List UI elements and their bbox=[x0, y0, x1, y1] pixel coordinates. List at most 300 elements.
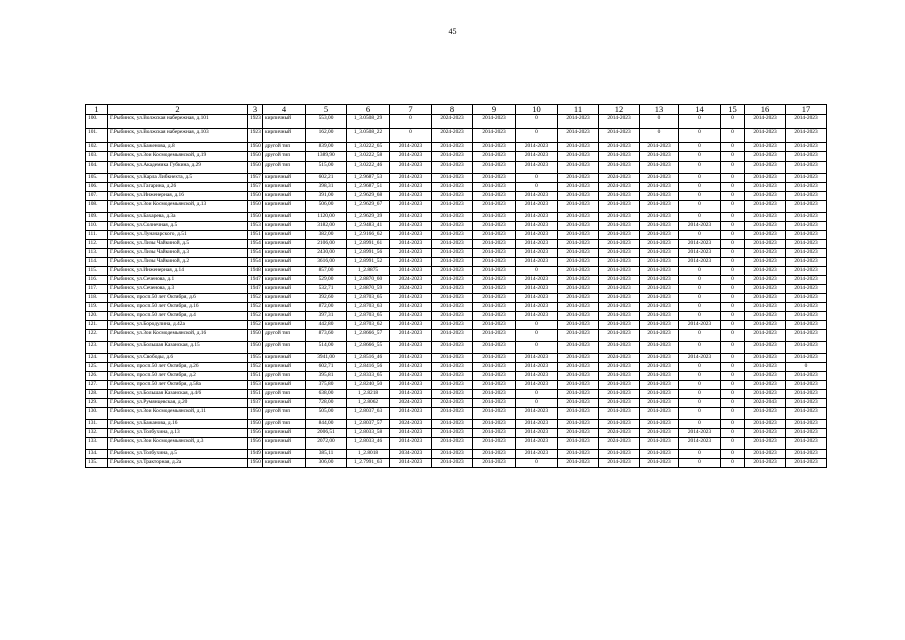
col-12-cell: 2014-2023 bbox=[599, 372, 640, 381]
table-row bbox=[86, 303, 827, 312]
col-15-cell: 0 bbox=[721, 420, 745, 429]
col-11-cell: 2014-2023 bbox=[558, 363, 599, 372]
table-row bbox=[86, 408, 827, 420]
area-cell: 529,00 bbox=[306, 276, 347, 285]
table-row bbox=[86, 162, 827, 174]
col-7-cell: 2014-2023 bbox=[390, 408, 432, 420]
year-built-cell: 1956 bbox=[248, 429, 263, 438]
row-number-cell: 135. bbox=[86, 459, 108, 468]
col-7-cell: 2014-2023 bbox=[390, 222, 432, 231]
col-11-cell: 2014-2023 bbox=[558, 450, 599, 459]
year-built-cell: 1952 bbox=[248, 363, 263, 372]
col-13-cell: 2014-2023 bbox=[640, 162, 679, 174]
col-8-cell: 2024-2023 bbox=[432, 115, 473, 129]
col-12-cell: 2014-2023 bbox=[599, 321, 640, 330]
col-15-cell: 0 bbox=[721, 222, 745, 231]
wall-material-cell: другой тип bbox=[263, 143, 306, 152]
col-11-cell: 2014-2023 bbox=[558, 267, 599, 276]
col-12-cell: 2014-2023 bbox=[599, 399, 640, 408]
wall-material-cell: кирпичный bbox=[263, 438, 306, 450]
col-12-cell: 2014-2023 bbox=[599, 330, 640, 342]
row-number-cell: 121. bbox=[86, 321, 108, 330]
col-7-cell: 2014-2023 bbox=[390, 303, 432, 312]
col-13-cell: 2014-2023 bbox=[640, 258, 679, 267]
col-12-cell: 2014-2023 bbox=[599, 249, 640, 258]
col-8-cell: 2014-2023 bbox=[432, 258, 473, 267]
wall-material-cell: кирпичный bbox=[263, 429, 306, 438]
col-10-cell: 2014-2023 bbox=[516, 312, 558, 321]
row-number-cell: 128. bbox=[86, 390, 108, 399]
col-10-cell: 2014-2023 bbox=[516, 294, 558, 303]
area-cell: 839,00 bbox=[306, 143, 347, 152]
col-12-cell: 2024-2023 bbox=[599, 438, 640, 450]
cadastral-code-cell: 1_2.9687_51 bbox=[347, 183, 390, 192]
area-cell: 728,00 bbox=[306, 399, 347, 408]
cadastral-code-cell: 1_2.8703_65 bbox=[347, 312, 390, 321]
col-8-cell: 2014-2023 bbox=[432, 240, 473, 249]
col-14-cell: 0 bbox=[679, 183, 721, 192]
col-11-cell: 2014-2023 bbox=[558, 390, 599, 399]
table-row bbox=[86, 381, 827, 390]
address-cell: Г.Рыбинск, ул.Лизы Чайкиной, д.2 bbox=[108, 258, 248, 267]
col-8-cell: 2014-2023 bbox=[432, 354, 473, 363]
header-cell: 14 bbox=[679, 105, 721, 115]
row-number-cell: 134. bbox=[86, 450, 108, 459]
page-number: 45 bbox=[448, 27, 457, 36]
address-cell: Г.Рыбинск, ул.Луначарского, д.51 bbox=[108, 231, 248, 240]
col-16-cell: 2014-2023 bbox=[745, 231, 786, 240]
col-11-cell: 2014-2023 bbox=[558, 143, 599, 152]
col-14-cell: 0 bbox=[679, 312, 721, 321]
col-13-cell: 2014-2023 bbox=[640, 183, 679, 192]
col-12-cell: 2024-2023 bbox=[599, 174, 640, 183]
col-11-cell: 2014-2023 bbox=[558, 399, 599, 408]
col-9-cell: 2014-2023 bbox=[473, 363, 516, 372]
cadastral-code-cell: 1_2.9629_39 bbox=[347, 213, 390, 222]
col-14-cell: 0 bbox=[679, 285, 721, 294]
area-cell: 2072,00 bbox=[306, 438, 347, 450]
col-7-cell: 2014-2023 bbox=[390, 249, 432, 258]
col-15-cell: 0 bbox=[721, 231, 745, 240]
col-11-cell: 2014-2023 bbox=[558, 249, 599, 258]
col-9-cell: 2014-2023 bbox=[473, 143, 516, 152]
col-13-cell: 2014-2023 bbox=[640, 429, 679, 438]
col-13-cell: 2014-2023 bbox=[640, 231, 679, 240]
col-14-cell: 0 bbox=[679, 129, 721, 143]
col-17-cell: 2014-2023 bbox=[786, 213, 827, 222]
col-14-cell: 0 bbox=[679, 192, 721, 201]
col-8-cell: 2014-2023 bbox=[432, 213, 473, 222]
col-15-cell: 0 bbox=[721, 399, 745, 408]
cadastral-code-cell: 1_2.8703_65 bbox=[347, 294, 390, 303]
year-built-cell: 1957 bbox=[248, 174, 263, 183]
address-cell: Г.Рыбинск, ул.Лизы Чайкиной, д.5 bbox=[108, 240, 248, 249]
col-8-cell: 2014-2023 bbox=[432, 420, 473, 429]
area-cell: 1389,90 bbox=[306, 152, 347, 162]
header-cell: 7 bbox=[390, 105, 432, 115]
col-11-cell: 2014-2023 bbox=[558, 321, 599, 330]
col-15-cell: 0 bbox=[721, 174, 745, 183]
row-number-cell: 117. bbox=[86, 285, 108, 294]
col-13-cell: 2014-2023 bbox=[640, 450, 679, 459]
area-cell: 162,00 bbox=[306, 129, 347, 143]
col-13-cell: 2014-2023 bbox=[640, 192, 679, 201]
address-cell: Г.Рыбинск, ул.Инженерная, д.16 bbox=[108, 192, 248, 201]
header-cell: 15 bbox=[721, 105, 745, 115]
header-cell: 17 bbox=[786, 105, 827, 115]
col-14-cell: 0 bbox=[679, 152, 721, 162]
header-cell: 6 bbox=[347, 105, 390, 115]
area-cell: 2106,00 bbox=[306, 240, 347, 249]
col-11-cell: 2014-2023 bbox=[558, 183, 599, 192]
col-7-cell: 2014-2023 bbox=[390, 267, 432, 276]
col-13-cell: 2014-2023 bbox=[640, 381, 679, 390]
address-cell: Г.Рыбинск, ул.Баженова, д.8 bbox=[108, 143, 248, 152]
area-cell: 505,00 bbox=[306, 408, 347, 420]
col-9-cell: 2014-2023 bbox=[473, 162, 516, 174]
table-row bbox=[86, 249, 827, 258]
col-7-cell: 2014-2023 bbox=[390, 231, 432, 240]
address-cell: Г.Рыбинск, ул.Академика Губкина, д.29 bbox=[108, 162, 248, 174]
col-16-cell: 2014-2023 bbox=[745, 303, 786, 312]
col-8-cell: 2014-2023 bbox=[432, 192, 473, 201]
wall-material-cell: другой тип bbox=[263, 342, 306, 354]
col-8-cell: 2014-2023 bbox=[432, 459, 473, 468]
col-12-cell: 2014-2023 bbox=[599, 192, 640, 201]
col-9-cell: 2014-2023 bbox=[473, 372, 516, 381]
area-cell: 532,71 bbox=[306, 285, 347, 294]
col-10-cell: 2014-2023 bbox=[516, 429, 558, 438]
col-11-cell: 2014-2023 bbox=[558, 294, 599, 303]
col-9-cell: 2014-2023 bbox=[473, 222, 516, 231]
col-14-cell: 0 bbox=[679, 162, 721, 174]
col-9-cell: 2014-2023 bbox=[473, 201, 516, 213]
row-number-cell: 125. bbox=[86, 363, 108, 372]
cadastral-code-cell: 1_2.8062 bbox=[347, 399, 390, 408]
year-built-cell: 1950 bbox=[248, 342, 263, 354]
table-row bbox=[86, 354, 827, 363]
col-9-cell: 2014-2023 bbox=[473, 285, 516, 294]
col-9-cell: 2014-2023 bbox=[473, 420, 516, 429]
col-10-cell: 2014-2023 bbox=[516, 192, 558, 201]
col-9-cell: 2014-2023 bbox=[473, 429, 516, 438]
col-13-cell: 2014-2023 bbox=[640, 390, 679, 399]
col-11-cell: 2014-2023 bbox=[558, 152, 599, 162]
col-13-cell: 2014-2023 bbox=[640, 294, 679, 303]
col-10-cell: 2014-2023 bbox=[516, 420, 558, 429]
year-built-cell: 1947 bbox=[248, 276, 263, 285]
row-number-cell: 123. bbox=[86, 342, 108, 354]
col-7-cell: 2014-2023 bbox=[390, 330, 432, 342]
cadastral-code-cell: 1_2.8037_57 bbox=[347, 420, 390, 429]
col-15-cell: 0 bbox=[721, 354, 745, 363]
col-15-cell: 0 bbox=[721, 390, 745, 399]
col-7-cell: 2014-2023 bbox=[390, 354, 432, 363]
year-built-cell: 1951 bbox=[248, 390, 263, 399]
col-11-cell: 2014-2023 bbox=[558, 129, 599, 143]
col-13-cell: 2014-2023 bbox=[640, 363, 679, 372]
header-cell: 8 bbox=[432, 105, 473, 115]
cadastral-code-cell: 1_2.9629_68 bbox=[347, 192, 390, 201]
col-15-cell: 0 bbox=[721, 213, 745, 222]
col-9-cell: 2014-2023 bbox=[473, 408, 516, 420]
address-cell: Г.Рыбинск, ул.Тракторная, д.2а bbox=[108, 459, 248, 468]
wall-material-cell: другой тип bbox=[263, 162, 306, 174]
col-8-cell: 2014-2023 bbox=[432, 303, 473, 312]
area-cell: 857,00 bbox=[306, 267, 347, 276]
col-8-cell: 2014-2023 bbox=[432, 267, 473, 276]
col-14-cell: 0 bbox=[679, 267, 721, 276]
col-16-cell: 2014-2023 bbox=[745, 267, 786, 276]
col-15-cell: 0 bbox=[721, 152, 745, 162]
col-16-cell: 2014-2023 bbox=[745, 174, 786, 183]
address-cell: Г.Рыбинск, ул.Толбухина, д.5 bbox=[108, 450, 248, 459]
col-14-cell: 2014-2023 bbox=[679, 438, 721, 450]
cadastral-code-cell: 1_3.0222_65 bbox=[347, 143, 390, 152]
col-13-cell: 2014-2023 bbox=[640, 459, 679, 468]
col-7-cell: 2034-2023 bbox=[390, 450, 432, 459]
table-row bbox=[86, 276, 827, 285]
col-17-cell: 2014-2023 bbox=[786, 285, 827, 294]
col-11-cell: 2014-2023 bbox=[558, 213, 599, 222]
wall-material-cell: другой тип bbox=[263, 408, 306, 420]
col-15-cell: 0 bbox=[721, 192, 745, 201]
col-12-cell: 2014-2023 bbox=[599, 285, 640, 294]
col-17-cell: 2014-2023 bbox=[786, 399, 827, 408]
year-built-cell: 1954 bbox=[248, 249, 263, 258]
col-7-cell: 2014-2023 bbox=[390, 438, 432, 450]
wall-material-cell: кирпичный bbox=[263, 240, 306, 249]
cadastral-code-cell: 1_2.9687_53 bbox=[347, 174, 390, 183]
col-10-cell: 0 bbox=[516, 390, 558, 399]
wall-material-cell: другой тип bbox=[263, 152, 306, 162]
wall-material-cell: кирпичный bbox=[263, 258, 306, 267]
address-cell: Г.Рыбинск, ул.Волжская набережная, д.101 bbox=[108, 115, 248, 129]
year-built-cell: 1949 bbox=[248, 450, 263, 459]
col-13-cell: 2014-2023 bbox=[640, 438, 679, 450]
col-16-cell: 2014-2023 bbox=[745, 192, 786, 201]
col-11-cell: 2014-2023 bbox=[558, 459, 599, 468]
col-12-cell: 2014-2023 bbox=[599, 267, 640, 276]
cadastral-code-cell: 1_2.9483_41 bbox=[347, 222, 390, 231]
col-16-cell: 2014-2023 bbox=[745, 285, 786, 294]
col-11-cell: 2014-2023 bbox=[558, 222, 599, 231]
area-cell: 382,00 bbox=[306, 231, 347, 240]
year-built-cell: 1947 bbox=[248, 285, 263, 294]
area-cell: 602,71 bbox=[306, 363, 347, 372]
table-row bbox=[86, 183, 827, 192]
col-12-cell: 2014-2023 bbox=[599, 240, 640, 249]
table-row bbox=[86, 438, 827, 450]
table-row bbox=[86, 294, 827, 303]
col-17-cell: 2014-2023 bbox=[786, 192, 827, 201]
col-16-cell: 2014-2023 bbox=[745, 408, 786, 420]
header-cell: 9 bbox=[473, 105, 516, 115]
col-14-cell: 2014-2023 bbox=[679, 240, 721, 249]
col-16-cell: 2014-2023 bbox=[745, 183, 786, 192]
col-16-cell: 2014-2023 bbox=[745, 276, 786, 285]
col-12-cell: 2014-2023 bbox=[599, 231, 640, 240]
col-11-cell: 2014-2023 bbox=[558, 429, 599, 438]
table-row bbox=[86, 429, 827, 438]
area-cell: 392,60 bbox=[306, 294, 347, 303]
col-14-cell: 2014-2023 bbox=[679, 249, 721, 258]
col-14-cell: 0 bbox=[679, 459, 721, 468]
col-15-cell: 0 bbox=[721, 372, 745, 381]
col-15-cell: 0 bbox=[721, 240, 745, 249]
col-9-cell: 2014-2023 bbox=[473, 152, 516, 162]
col-16-cell: 2014-2023 bbox=[745, 201, 786, 213]
cadastral-code-cell: 1_2.8870_60 bbox=[347, 276, 390, 285]
col-10-cell: 2014-2023 bbox=[516, 381, 558, 390]
cadastral-code-cell: 1_2.8991_56 bbox=[347, 249, 390, 258]
wall-material-cell: кирпичный bbox=[263, 174, 306, 183]
table-row bbox=[86, 312, 827, 321]
col-16-cell: 2024-2043 bbox=[745, 399, 786, 408]
col-15-cell: 0 bbox=[721, 381, 745, 390]
col-17-cell: 2014-2023 bbox=[786, 330, 827, 342]
col-10-cell: 0 bbox=[516, 459, 558, 468]
col-13-cell: 2014-2023 bbox=[640, 399, 679, 408]
cadastral-code-cell: 1_2.8218 bbox=[347, 390, 390, 399]
year-built-cell: 1950 bbox=[248, 420, 263, 429]
row-number-cell: 110. bbox=[86, 222, 108, 231]
wall-material-cell: кирпичный bbox=[263, 192, 306, 201]
col-10-cell: 0 bbox=[516, 129, 558, 143]
col-8-cell: 2024-2023 bbox=[432, 129, 473, 143]
col-16-cell: 2014-2023 bbox=[745, 258, 786, 267]
area-cell: 602,21 bbox=[306, 174, 347, 183]
wall-material-cell: другой тип bbox=[263, 330, 306, 342]
header-cell: 11 bbox=[558, 105, 599, 115]
table-row bbox=[86, 420, 827, 429]
col-12-cell: 2014-2023 bbox=[599, 294, 640, 303]
col-8-cell: 2014-2023 bbox=[432, 152, 473, 162]
col-14-cell: 0 bbox=[679, 115, 721, 129]
area-cell: 3941,00 bbox=[306, 354, 347, 363]
col-12-cell: 2024-2023 bbox=[599, 354, 640, 363]
area-cell: 385,11 bbox=[306, 450, 347, 459]
col-8-cell: 2014-2023 bbox=[432, 201, 473, 213]
col-13-cell: 2014-2023 bbox=[640, 267, 679, 276]
col-17-cell: 2014-2023 bbox=[786, 276, 827, 285]
cadastral-code-cell: 1_2.8703_63 bbox=[347, 303, 390, 312]
col-15-cell: 0 bbox=[721, 408, 745, 420]
year-built-cell: 1950 bbox=[248, 143, 263, 152]
col-17-cell: 2014-2023 bbox=[786, 342, 827, 354]
col-16-cell: 2014-2023 bbox=[745, 363, 786, 372]
col-17-cell: 2014-2023 bbox=[786, 162, 827, 174]
table-row bbox=[86, 143, 827, 152]
table-row bbox=[86, 459, 827, 468]
col-17-cell: 2014-2023 bbox=[786, 420, 827, 429]
col-14-cell: 0 bbox=[679, 372, 721, 381]
col-17-cell: 2014-2023 bbox=[786, 408, 827, 420]
col-8-cell: 2014-2023 bbox=[432, 174, 473, 183]
col-7-cell: 2014-2023 bbox=[390, 201, 432, 213]
col-9-cell: 2014-2023 bbox=[473, 321, 516, 330]
col-8-cell: 2014-2023 bbox=[432, 372, 473, 381]
year-built-cell: 1950 bbox=[248, 152, 263, 162]
col-9-cell: 2014-2023 bbox=[473, 459, 516, 468]
area-cell: 375,80 bbox=[306, 381, 347, 390]
col-12-cell: 2014-2023 bbox=[599, 201, 640, 213]
address-cell: Г.Рыбинск, просп.50 лет Октября, д.2 bbox=[108, 372, 248, 381]
year-built-cell: 1952 bbox=[248, 294, 263, 303]
col-15-cell: 0 bbox=[721, 143, 745, 152]
row-number-cell: 108. bbox=[86, 201, 108, 213]
row-number-cell: 118. bbox=[86, 294, 108, 303]
address-cell: Г.Рыбинск, ул.Зои Космодемьянской, д.19 bbox=[108, 152, 248, 162]
col-11-cell: 2014-2023 bbox=[558, 342, 599, 354]
col-15-cell: 0 bbox=[721, 363, 745, 372]
col-12-cell: 2014-2023 bbox=[599, 115, 640, 129]
col-10-cell: 2014-2023 bbox=[516, 303, 558, 312]
col-16-cell: 2014-2023 bbox=[745, 162, 786, 174]
col-15-cell: 0 bbox=[721, 330, 745, 342]
col-17-cell: 2014-2023 bbox=[786, 258, 827, 267]
col-17-cell: 2014-2023 bbox=[786, 390, 827, 399]
col-7-cell: 2014-2023 bbox=[390, 213, 432, 222]
col-14-cell: 0 bbox=[679, 174, 721, 183]
col-15-cell: 0 bbox=[721, 321, 745, 330]
col-17-cell: 2014-2023 bbox=[786, 152, 827, 162]
table-row bbox=[86, 399, 827, 408]
col-17-cell: 2014-2023 bbox=[786, 294, 827, 303]
col-10-cell: 2014-2023 bbox=[516, 258, 558, 267]
col-16-cell: 2014-2023 bbox=[745, 429, 786, 438]
year-built-cell: 1952 bbox=[248, 303, 263, 312]
col-13-cell: 2014-2023 bbox=[640, 222, 679, 231]
table-row bbox=[86, 231, 827, 240]
wall-material-cell: другой тип bbox=[263, 420, 306, 429]
col-11-cell: 2014-2023 bbox=[558, 420, 599, 429]
address-cell: Г.Рыбинск, ул.Бахарева, д.3а bbox=[108, 213, 248, 222]
area-cell: 873,60 bbox=[306, 330, 347, 342]
area-cell: 2006,51 bbox=[306, 429, 347, 438]
col-7-cell: 2014-2023 bbox=[390, 321, 432, 330]
col-11-cell: 2014-2023 bbox=[558, 240, 599, 249]
cadastral-code-cell: 1_2.9629_67 bbox=[347, 201, 390, 213]
cadastral-code-cell: 1_2.7991_63 bbox=[347, 459, 390, 468]
col-16-cell: 2014-2023 bbox=[745, 152, 786, 162]
col-14-cell: 0 bbox=[679, 231, 721, 240]
row-number-cell: 104. bbox=[86, 162, 108, 174]
col-12-cell: 2014-2023 bbox=[599, 420, 640, 429]
col-17-cell: 2014-2023 bbox=[786, 143, 827, 152]
col-12-cell: 2014-2023 bbox=[599, 363, 640, 372]
year-built-cell: 1952 bbox=[248, 321, 263, 330]
col-8-cell: 2014-2023 bbox=[432, 363, 473, 372]
col-13-cell: 2014-2023 bbox=[640, 303, 679, 312]
col-16-cell: 2014-2023 bbox=[745, 249, 786, 258]
col-9-cell: 2014-2023 bbox=[473, 330, 516, 342]
row-number-cell: 109. bbox=[86, 213, 108, 222]
col-16-cell: 2014-2023 bbox=[745, 354, 786, 363]
col-16-cell: 2014-2023 bbox=[745, 312, 786, 321]
row-number-cell: 111. bbox=[86, 231, 108, 240]
col-10-cell: 0 bbox=[516, 174, 558, 183]
address-cell: Г.Рыбинск, просп.50 лет Октября, д.26 bbox=[108, 363, 248, 372]
row-number-cell: 130. bbox=[86, 408, 108, 420]
col-13-cell: 0 bbox=[640, 115, 679, 129]
col-10-cell: 2014-2023 bbox=[516, 143, 558, 152]
row-number-cell: 131. bbox=[86, 420, 108, 429]
row-number-cell: 112. bbox=[86, 240, 108, 249]
col-10-cell: 2014-2023 bbox=[516, 285, 558, 294]
col-12-cell: 2024-2023 bbox=[599, 183, 640, 192]
address-cell: Г.Рыбинск, ул.Зои Космодемьянской, д.3 bbox=[108, 438, 248, 450]
